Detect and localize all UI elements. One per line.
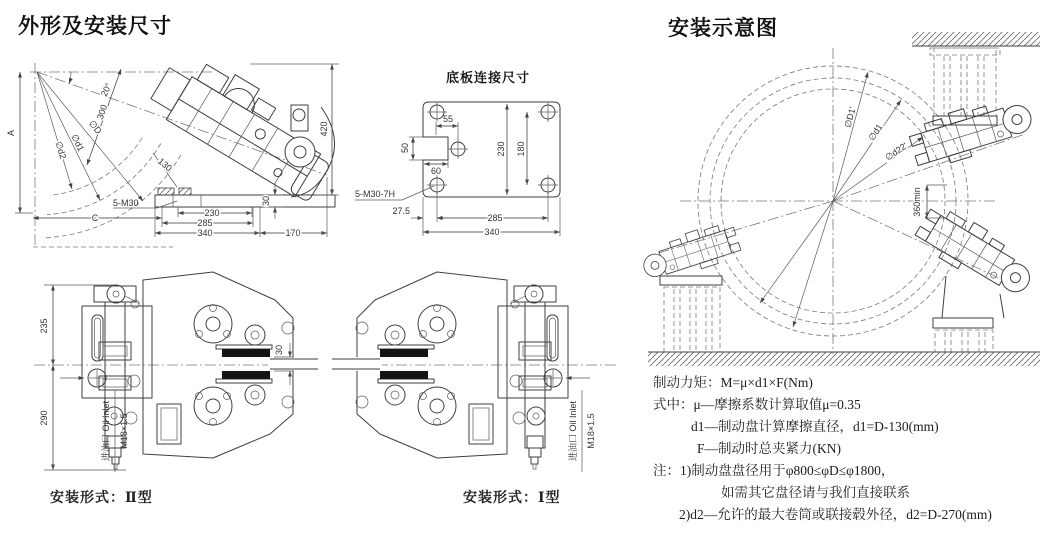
oil-inlet-label: 进油口 Oil Inlet [568,400,578,462]
dim-230: 230 [204,208,220,218]
dia-D-label: ∅D [86,118,104,136]
dia-D1-label: ∅D1' [842,105,858,129]
dia-d2-label: ∅d22' [883,140,910,163]
oil-inlet-label: 进油口 Oil Inlet [101,400,111,462]
disc-circles [655,48,1025,354]
tilted-caliper-body [146,44,345,207]
note-line-5: 注：1)制动盘盘径用于φ800≤φD≤φ1800， [653,463,895,478]
note-line-7: 2)d2—允许的最大卷筒或联接毂外径，d2=D-270(mm) [679,507,992,522]
bolt-callout: 5-M30 [113,198,139,208]
dim-30: 30 [274,344,284,356]
page-title-right: 安装示意图 [668,17,778,40]
dim-60: 60 [430,166,442,176]
dim-360min-label: 360min [912,187,922,217]
oil-thread-label: M18×1.5 [586,413,596,449]
front-view-type2 [30,258,320,486]
dim-C: C [91,213,99,223]
dia-d2-label: ∅d2 [53,140,69,161]
note-line-6: 如需其它盘径请与我们直接联系 [721,485,910,500]
radius-arrows [760,72,923,327]
dia-d1-label: ∅d1 [866,122,885,143]
dim-285: 285 [487,213,503,223]
dim-360min [912,185,947,218]
dim-340: 340 [197,228,213,238]
dim-angle-20: 20° [98,81,114,99]
caption-type1: 安装形式：Ⅰ型 [463,491,561,506]
dim-50: 50 [400,142,410,154]
bolt-callout: 5-M30-7H [355,189,396,199]
front2-annotations [567,390,596,472]
caption-type2: 安装形式：Ⅱ型 [50,491,153,506]
dim-27-5: 27.5 [392,206,410,216]
note-line-1: 制动力矩：M=μ×d1×F(Nm) [653,375,813,390]
dim-285: 285 [197,218,213,228]
installation-schematic [640,22,1040,370]
dim-130: 130 [155,156,174,174]
construction-lines [30,63,327,247]
page-title-left: 外形及安装尺寸 [18,15,172,38]
dim-235: 235 [39,318,49,334]
caliper-left [638,219,743,352]
ground-structure [648,352,1040,366]
note-line-3: d1—制动盘计算摩擦直径，d1=D-130(mm) [691,419,939,434]
outline-drawing [5,55,345,255]
note-line-2: 式中：μ—摩擦系数计算取值μ=0.35 [653,397,861,412]
dim-230: 230 [496,141,506,157]
dim-55: 55 [442,114,454,124]
front-view-type1 [330,258,620,486]
baseplate-drawing [355,60,625,255]
dim-300: 300 [94,103,110,121]
baseplate-title: 底板连接尺寸 [445,70,531,85]
dim-420: 420 [319,121,329,137]
oil-thread-label: M18×1.5 [119,413,129,449]
dia-d1-label: ∅d1 [69,132,87,153]
dim-A: A [6,129,16,137]
dim-180: 180 [516,141,526,157]
dim-340: 340 [484,227,500,237]
dim-30: 30 [261,195,271,207]
dim-290: 290 [39,410,49,426]
baseplate-dimensions [355,104,560,237]
note-line-4: F—制动时总夹紧力(KN) [697,441,841,456]
caliper-front-geometry [34,272,320,469]
dim-170: 170 [285,228,301,238]
brake-torque-notes [653,372,1037,526]
